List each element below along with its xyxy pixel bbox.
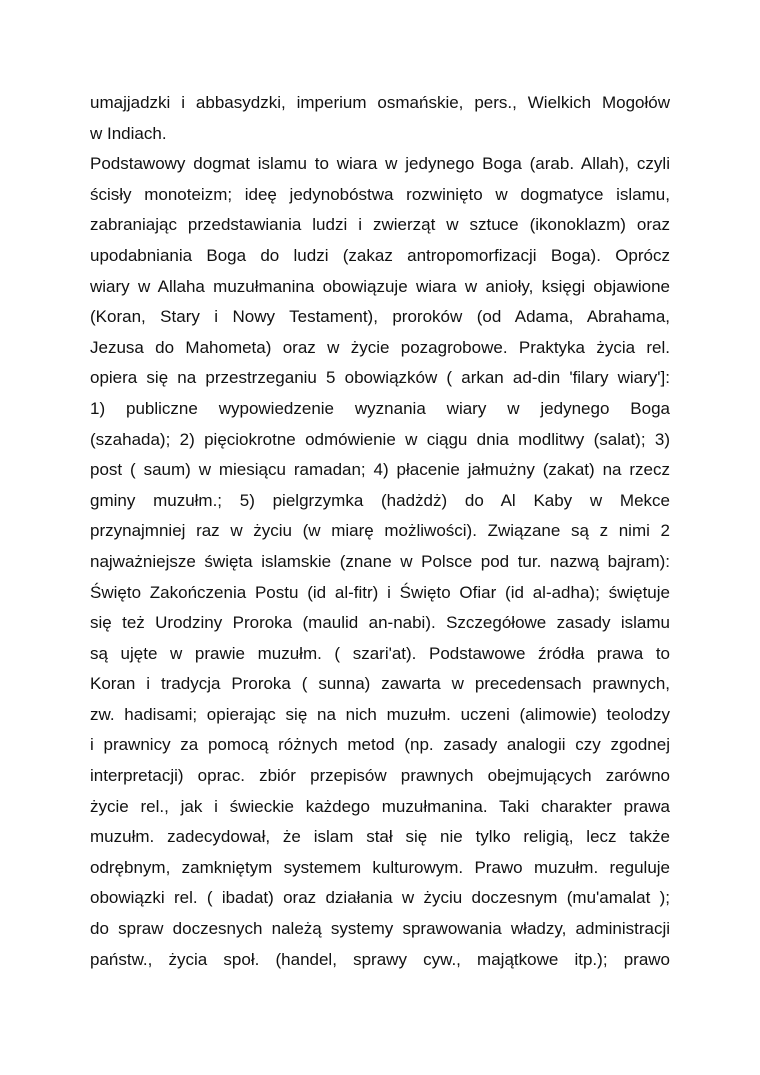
text-line: Koran i tradycja Proroka ( sunna) zawarta w precedensach prawnych, [90,674,670,694]
text-line: zw. hadisami; opierając się na nich muzułm. uczeni (alimowie) teolodzy [90,704,670,724]
text-line: upodabniania Boga do ludzi (zakaz antropomorfizacji Boga). Oprócz [90,245,670,265]
text-line: ścisły monoteizm; ideę jedynobóstwa rozwinięto w dogmatyce islamu, [90,184,670,204]
text-line: obowiązki rel. ( ibadat) oraz działania w życiu doczesnym (mu'amalat ); [90,888,670,908]
text-line: zabraniając przedstawiania ludzi i zwierząt w sztuce (ikonoklazm) oraz [90,215,670,235]
text-line: są ujęte w prawie muzułm. ( szari'at). Podstawowe źródła prawa to [90,643,670,663]
text-line: Podstawowy dogmat islamu to wiara w jedynego Boga (arab. Allah), czyli [90,154,670,174]
text-line: i prawnicy za pomocą różnych metod (np. zasady analogii czy zgodnej [90,735,670,755]
text-line: się też Urodziny Proroka (maulid an-nabi). Szczegółowe zasady islamu [90,613,670,633]
text-line: interpretacji) oprac. zbiór przepisów prawnych obejmujących zarówno [90,766,670,786]
text-line: (Koran, Stary i Nowy Testament), proroków (od Adama, Abrahama, [90,307,670,327]
text-line: życie rel., jak i świeckie każdego muzułmanina. Taki charakter prawa [90,796,670,816]
text-line: państw., życia społ. (handel, sprawy cyw., majątkowe itp.); prawo [90,949,670,969]
text-line: Jezusa do Mahometa) oraz w życie pozagrobowe. Praktyka życia rel. [90,337,670,357]
text-line: przynajmniej raz w życiu (w miarę możliwości). Związane są z nimi 2 [90,521,670,541]
text-line: gminy muzułm.; 5) pielgrzymka (hadżdż) do Al Kaby w Mekce [90,490,670,510]
text-line: (szahada); 2) pięciokrotne odmówienie w ciągu dnia modlitwy (salat); 3) [90,429,670,449]
text-line: muzułm. zadecydował, że islam stał się nie tylko religią, lecz także [90,827,670,847]
text-line: post ( saum) w miesiącu ramadan; 4) płacenie jałmużny (zakat) na rzecz [90,460,670,480]
text-line: do spraw doczesnych należą systemy sprawowania władzy, administracji [90,919,670,939]
body-text [90,88,670,975]
text-line: odrębnym, zamkniętym systemem kulturowym. Prawo muzułm. reguluje [90,857,670,877]
text-line: w Indiach. [90,123,167,143]
text-line: umajjadzki i abbasydzki, imperium osmańskie, pers., Wielkich Mogołów [90,93,670,112]
text-line: 1) publiczne wypowiedzenie wyznania wiary w jedynego Boga [90,398,670,418]
text-line: wiary w Allaha muzułmanina obowiązuje wiara w anioły, księgi objawione [90,276,670,296]
text-line: Święto Zakończenia Postu (id al-fitr) i Święto Ofiar (id al-adha); świętuje [90,582,670,602]
text-line: opiera się na przestrzeganiu 5 obowiązków ( arkan ad-din 'filary wiary']: [90,368,670,388]
text-line: najważniejsze święta islamskie (znane w Polsce pod tur. nazwą bajram): [90,551,670,571]
